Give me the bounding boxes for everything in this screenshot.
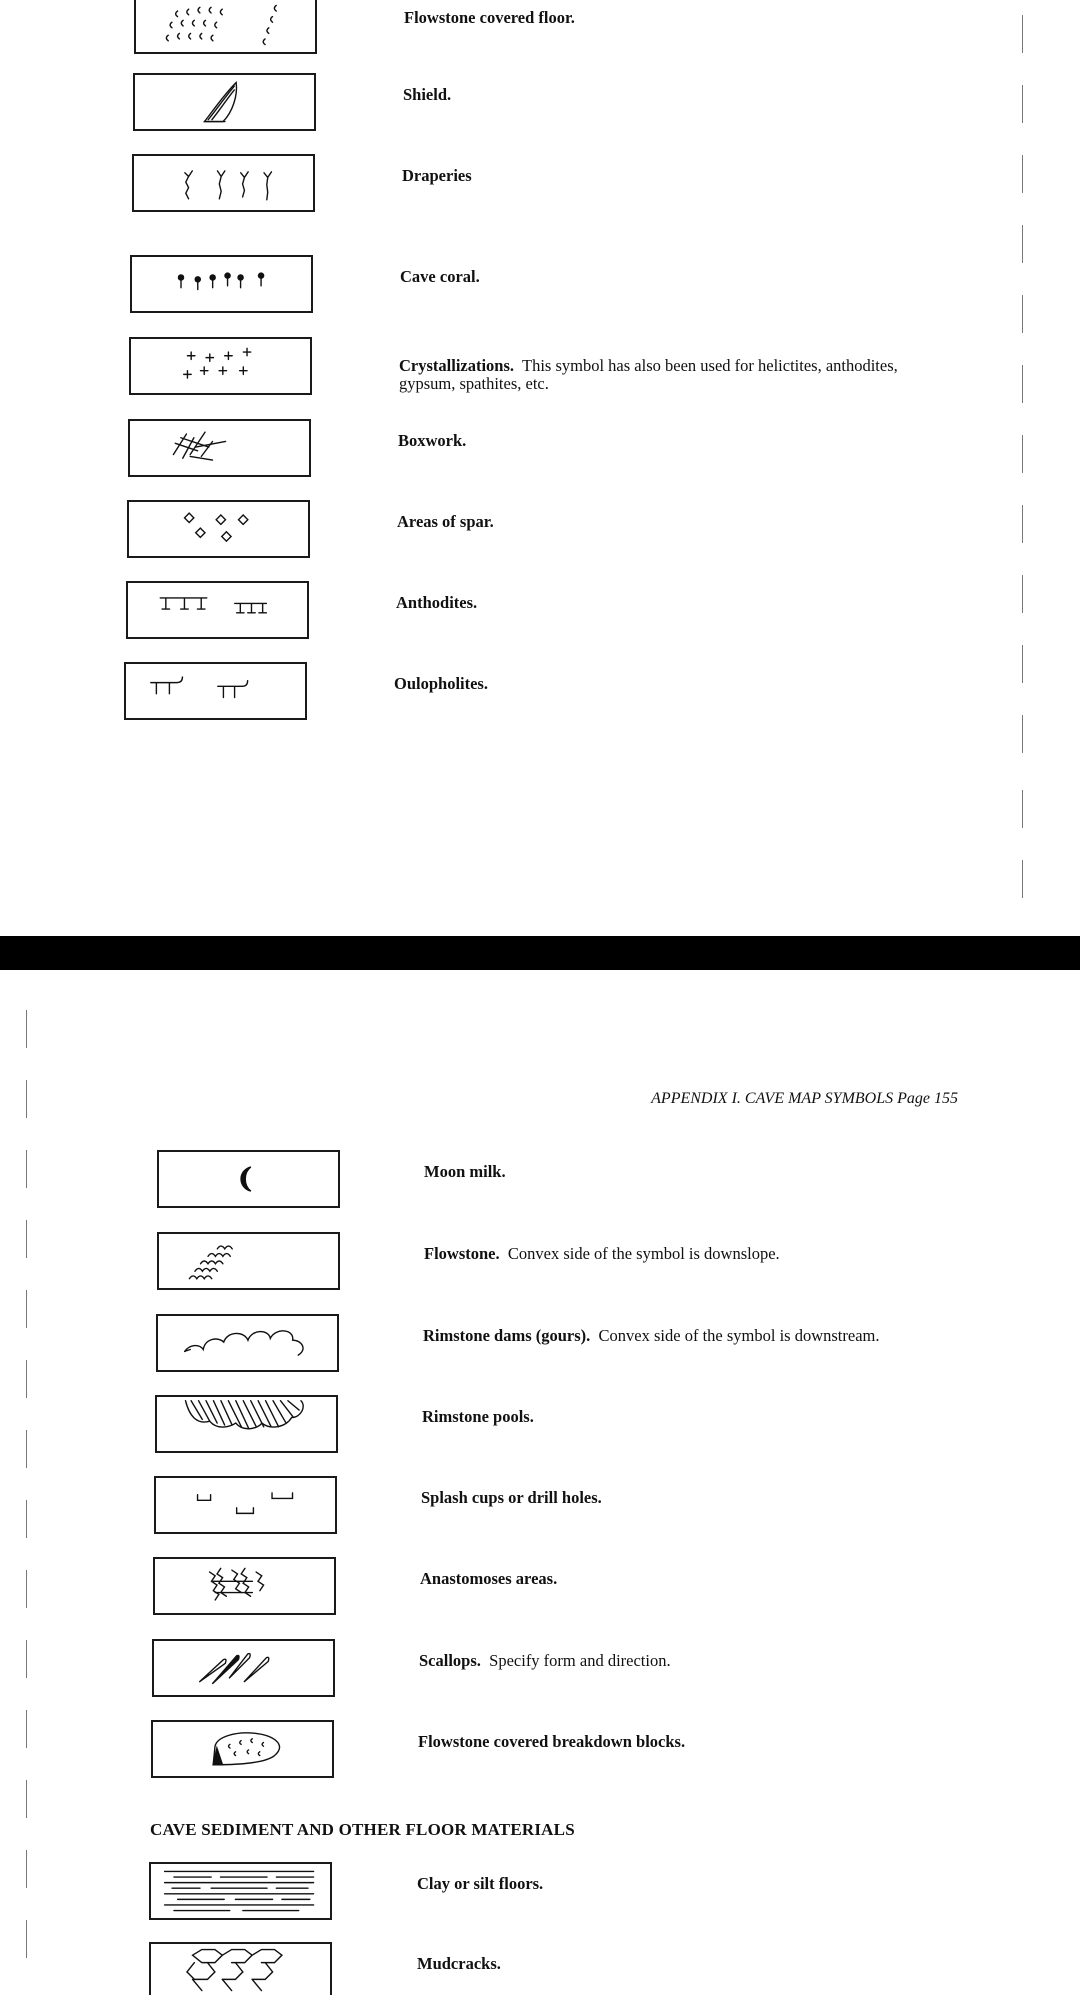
- flowstone-covered-floor-icon: [134, 0, 317, 54]
- entry-label: Anthodites.: [396, 593, 478, 612]
- entry-label: Areas of spar.: [397, 512, 494, 531]
- anthodites-icon: [126, 581, 309, 639]
- mudcracks-icon: [149, 1942, 332, 1995]
- cave-coral-icon: [130, 255, 313, 313]
- boxwork-icon: [128, 419, 311, 477]
- rimstone-pools-icon: [155, 1395, 338, 1453]
- entry-label: Mudcracks.: [417, 1954, 501, 1973]
- draperies-icon: [132, 154, 315, 212]
- entry-label: Cave coral.: [400, 267, 480, 286]
- page-separator-bar: [0, 936, 1080, 970]
- entry-label: Draperies: [402, 166, 472, 185]
- rimstone-dams-icon: [156, 1314, 339, 1372]
- entry-label: Shield.: [403, 85, 452, 104]
- document-page-top: [0, 0, 1080, 936]
- crystallizations-icon: [129, 337, 312, 395]
- entry-label: Flowstone covered floor.: [404, 8, 575, 27]
- spar-icon: [127, 500, 310, 558]
- entry-label: Crystallizations. This symbol has also been used for helictites, anthodites, gypsum, spathites, etc.: [399, 356, 898, 393]
- moon-milk-icon: [157, 1150, 340, 1208]
- entry-label: Clay or silt floors.: [417, 1874, 544, 1893]
- entry-label: Splash cups or drill holes.: [421, 1488, 602, 1507]
- document-page-bottom: [0, 970, 1080, 1995]
- entry-label: Scallops. Specify form and direction.: [419, 1651, 671, 1670]
- entry-label: Flowstone covered breakdown blocks.: [418, 1732, 686, 1751]
- page-header: APPENDIX I. CAVE MAP SYMBOLS Page 155: [651, 1090, 958, 1107]
- entry-label: Anastomoses areas.: [420, 1569, 558, 1588]
- splash-cups-icon: [154, 1476, 337, 1534]
- section-heading: CAVE SEDIMENT AND OTHER FLOOR MATERIALS: [150, 1820, 575, 1839]
- entry-label: Boxwork.: [398, 431, 467, 450]
- entry-label: Rimstone pools.: [422, 1407, 534, 1426]
- oulopholites-icon: [124, 662, 307, 720]
- flowstone-icon: [157, 1232, 340, 1290]
- entry-label: Oulopholites.: [394, 674, 488, 693]
- clay-silt-floors-icon: [149, 1862, 332, 1920]
- scallops-icon: [152, 1639, 335, 1697]
- flowstone-breakdown-blocks-icon: [151, 1720, 334, 1778]
- shield-icon: [133, 73, 316, 131]
- entry-label: Flowstone. Convex side of the symbol is downslope.: [424, 1244, 780, 1263]
- entry-label: Moon milk.: [424, 1162, 506, 1181]
- entry-label: Rimstone dams (gours). Convex side of the symbol is downstream.: [423, 1326, 880, 1345]
- anastomoses-icon: [153, 1557, 336, 1615]
